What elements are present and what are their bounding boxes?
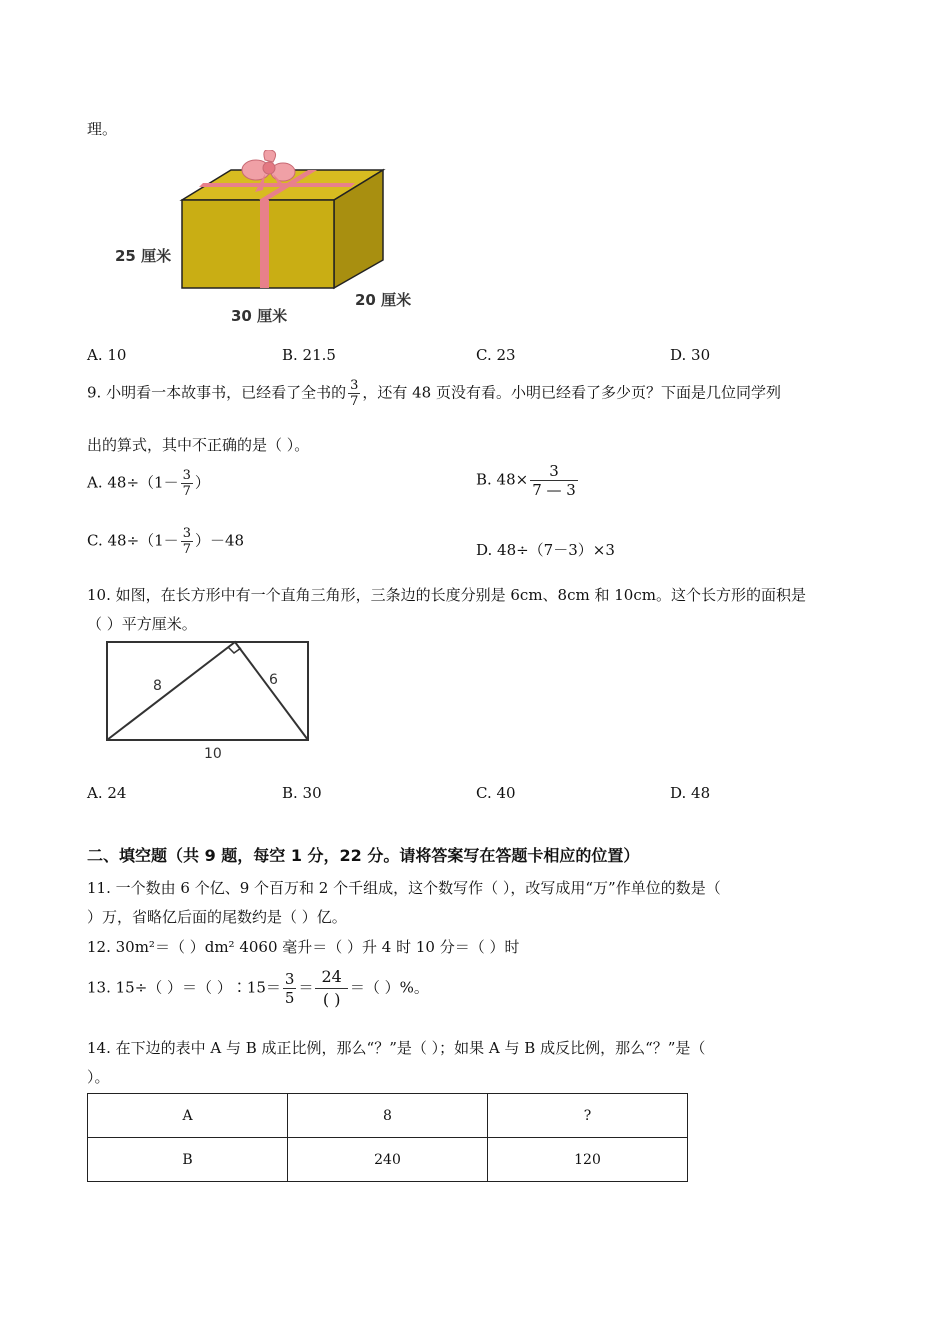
table-cell: B: [88, 1138, 288, 1182]
table-cell: ?: [488, 1094, 688, 1138]
table-cell: A: [88, 1094, 288, 1138]
continued-text: 理。: [87, 120, 118, 138]
q11-line1: 11. 一个数由 6 个亿、9 个百万和 2 个千组成，这个数写作（ ），改写成用“万”作单位的数是（: [87, 879, 721, 897]
q9-option-a: A. 48÷（1－ $\frac{3}{7}$ ）: [87, 468, 210, 499]
q10-option-d: D. 48: [670, 784, 711, 802]
q10-option-b: B. 30: [282, 784, 322, 802]
q8-option-c: C. 23: [476, 346, 516, 364]
side-6-label: 6: [269, 672, 278, 688]
rectangle-triangle-figure: [100, 636, 320, 766]
q8-option-d: D. 30: [670, 346, 711, 364]
q9-option-c: C. 48÷（1－ $\frac{3}{7}$ ）－48: [87, 526, 245, 557]
gift-box-figure: [105, 150, 425, 330]
q8-option-a: A. 10: [87, 346, 127, 364]
q12-line: 12. 30m²＝（ ）dm² 4060 毫升＝（ ）升 4 时 10 分＝（ ）时: [87, 938, 520, 956]
q10-line1: 10. 如图，在长方形中有一个直角三角形，三条边的长度分别是 6cm、8cm 和 10cm。这个长方形的面积是: [87, 586, 806, 604]
fraction-3-7: $\frac{3}{7}$: [350, 378, 359, 409]
table-cell: 240: [288, 1138, 488, 1182]
section-heading: 二、填空题（共 9 题，每空 1 分，22 分。请将答案写在答题卡相应的位置）: [87, 846, 640, 865]
table-cell: 120: [488, 1138, 688, 1182]
side-10-label: 10: [204, 746, 222, 762]
height-label: 25 厘米: [115, 247, 172, 265]
q9-line1: 9. 小明看一本故事书，已经看了全书的 $\frac{3}{7}$ ，还有 48 页没有看。小明已经看了多少页？下面是几位同学列: [87, 378, 782, 409]
q13-line: 13. 15÷（ ）＝（ ）∶15＝ $\frac{3}{5}$ ＝ $\frac{24}{( )}$ ＝（ ）%。: [87, 967, 429, 1009]
proportion-table: [87, 1093, 688, 1182]
q10-option-a: A. 24: [87, 784, 127, 802]
width-label: 20 厘米: [355, 291, 412, 309]
q8-option-b: B. 21.5: [282, 346, 336, 364]
q10-line2: （ ）平方厘米。: [87, 615, 197, 633]
q14-line2: ）。: [87, 1068, 110, 1086]
length-label: 30 厘米: [231, 307, 288, 325]
q9-line2: 出的算式，其中不正确的是（ ）。: [87, 436, 310, 454]
q9-option-d: D. 48÷（7－3）×3: [476, 541, 615, 559]
side-8-label: 8: [153, 678, 162, 694]
q11-line2: ）万，省略亿后面的尾数约是（ ）亿。: [87, 908, 347, 926]
table-row: [88, 1094, 688, 1138]
table-row: [88, 1138, 688, 1182]
table-cell: 8: [288, 1094, 488, 1138]
q14-line1: 14. 在下边的表中 A 与 B 成正比例，那么“？”是（ ）；如果 A 与 B 成反比例，那么“？”是（: [87, 1039, 706, 1057]
q9-option-b: B. 48× $\frac{3}{7 — 3}$: [476, 462, 576, 499]
q10-option-c: C. 40: [476, 784, 516, 802]
